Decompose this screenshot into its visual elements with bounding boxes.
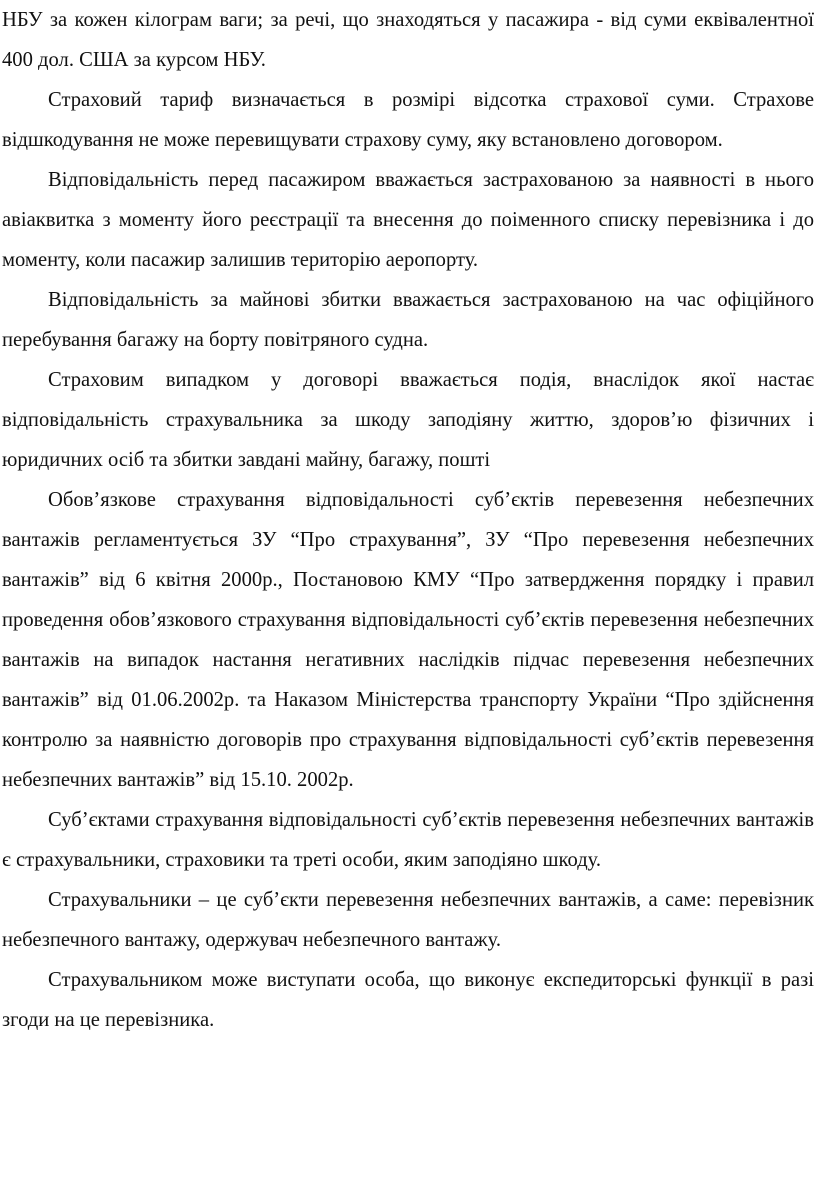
paragraph-forwarder: Страхувальником може виступати особа, що виконує експедиторські функції в разі згоди на це перевізника. <box>2 969 814 1031</box>
paragraph-property-damage: Відповідальність за майнові збитки вважається застрахованою на час офіційного перебування багажу на борту повітряного судна. <box>2 289 814 351</box>
paragraph-nbu-weight: НБУ за кожен кілограм ваги; за речі, що знаходяться у пасажира - від суми еквівалентної 400 дол. США за курсом НБУ. <box>2 9 814 71</box>
paragraph-insurance-tariff: Страховий тариф визначається в розмірі відсотка страхової суми. Страхове відшкодування не може перевищувати страхову суму, яку встановлено договором. <box>2 89 814 151</box>
paragraph-mandatory-insurance: Обов’язкове страхування відповідальності суб’єктів перевезення небезпечних вантажів регламентується ЗУ “Про страхування”, ЗУ “Про перевезення небезпечних вантажів” від 6 квітня 2000р., Постановою КМУ “Про затвердження порядку і правил проведення обов’язкового страхування відповідальності суб’єктів перевезення небезпечних вантажів на випадок настання негативних наслідків підчас перевезення небезпечних вантажів” від 01.06.2002р. та Наказом Міністерства транспорту України “Про здійснення контролю за наявністю договорів про страхування відповідальності суб’єктів перевезення небезпечних вантажів” від 15.10. 2002р. <box>2 489 814 791</box>
paragraph-passenger-liability: Відповідальність перед пасажиром вважається застрахованою за наявності в нього авіаквитка з моменту його реєстрації та внесення до поіменного списку перевізника і до моменту, коли пасажир залишив територію аеропорту. <box>2 169 814 271</box>
paragraph-insured-event: Страховим випадком у договорі вважається подія, внаслідок якої настає відповідальність страхувальника за шкоду заподіяну життю, здоров’ю фізичних і юридичних осіб та збитки завдані майну, багажу, пошті <box>2 369 814 471</box>
paragraph-policyholders: Страхувальники – це суб’єкти перевезення небезпечних вантажів, а саме: перевізник небезпечного вантажу, одержувач небезпечного вантажу. <box>2 889 814 951</box>
paragraph-insurance-subjects: Суб’єктами страхування відповідальності суб’єктів перевезення небезпечних вантажів є страхувальники, страховики та треті особи, яким заподіяно шкоду. <box>2 809 814 871</box>
